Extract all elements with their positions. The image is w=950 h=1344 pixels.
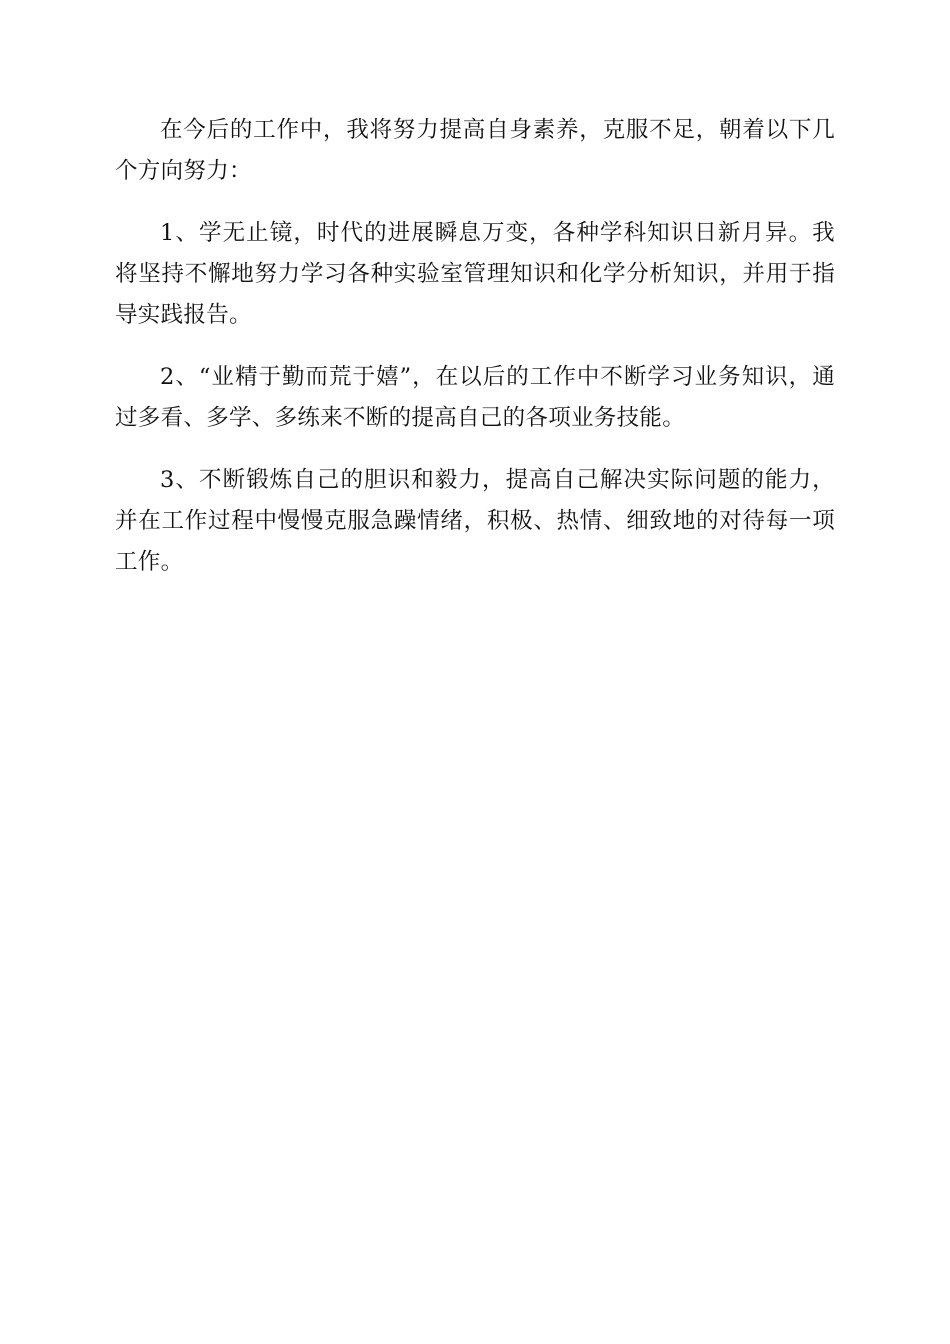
paragraph-intro: 在今后的工作中，我将努力提高自身素养，克服不足，朝着以下几个方向努力： [115, 117, 835, 184]
paragraph-item-3: 3、不断锻炼自己的胆识和毅力，提高自己解决实际问题的能力，并在工作过程中慢慢克服急躁情绪，积极、热情、细致地的对待每一项工作。 [115, 467, 835, 575]
paragraph-item-2: 2、“业精于勤而荒于嬉”，在以后的工作中不断学习业务知识，通过多看、多学、多练来不断的提高自己的各项业务技能。 [115, 364, 835, 431]
document-body [115, 110, 835, 604]
paragraph-item-1: 1、学无止镜，时代的进展瞬息万变，各种学科知识日新月异。我将坚持不懈地努力学习各种实验室管理知识和化学分析知识，并用于指导实践报告。 [115, 220, 835, 328]
